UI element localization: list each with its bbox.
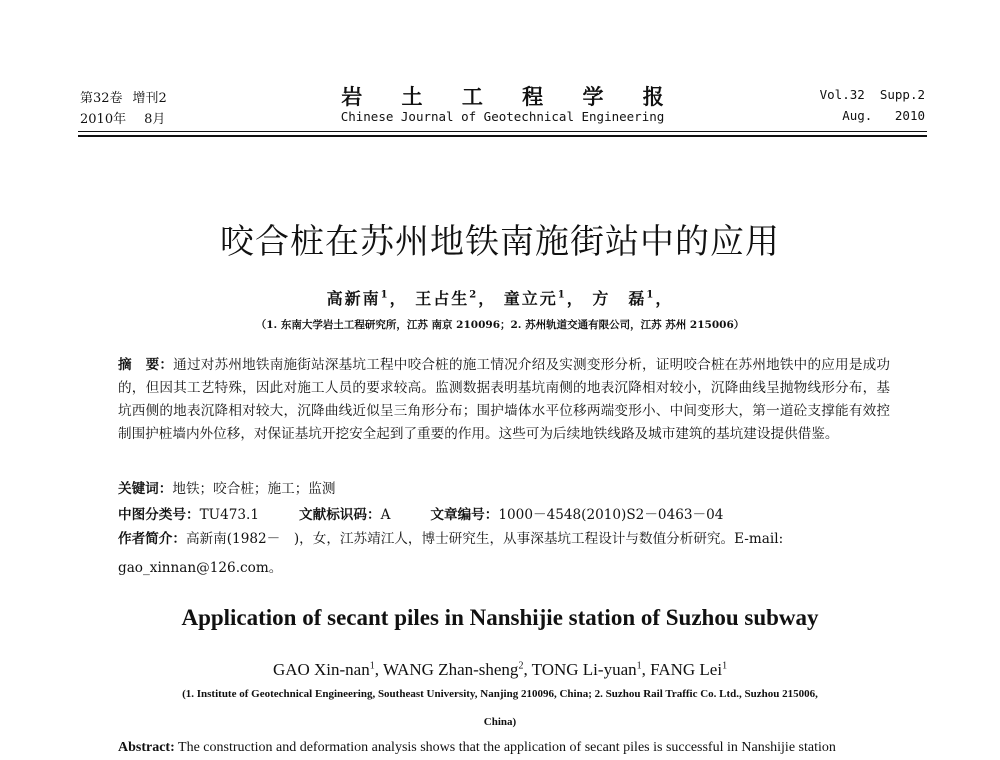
author-en: TONG Li-yuan$^1$, (531, 660, 651, 679)
journal-header-row-2 (80, 108, 925, 128)
affiliation-cn: （1. 东南大学岩土工程研究所，江苏 南京 210096；2. 苏州轨道交通有限公司，江苏 苏州 215006） (255, 319, 745, 331)
author-intro (118, 528, 890, 550)
author-list-en (0, 660, 1000, 680)
author-intro-label: 作者简介： (118, 531, 186, 547)
abstract-label-en: Abstract: (118, 740, 175, 755)
keywords-text: 地铁；咬合桩；施工；监测 (172, 481, 336, 497)
author-intro-text: 高新南(1982－ )，女，江苏靖江人，博士研究生，从事深基坑工程设计与数值分析研究。E-mail: (185, 531, 784, 547)
affiliation-en-line-1: (1. Institute of Geotechnical Engineering, Southeast University, Nanjing 210096, China; 2. Suzhou Rail Traffic Co. Ltd., Suzhou 215006, (182, 688, 818, 700)
author-cn: 方 磊$^1$， (592, 289, 674, 308)
paper-title-cn: 咬合桩在苏州地铁南施街站中的应用 (220, 222, 780, 262)
journal-name-cn: 岩 土 工 程 学 报 (341, 84, 680, 109)
abstract-text-cn: 通过对苏州地铁南施街站深基坑工程中咬合桩的施工情况介绍及实测变形分析，证明咬合桩在苏州地铁中的应用是成功的，但因其工艺特殊，因此对施工人员的要求较高。监测数据表明基坑南侧的地表沉降相对较小，沉降曲线呈抛物线形分布，基坑西侧的地表沉降相对较大，沉降曲线近似呈三角形分布；围护墙体水平位移两端变形小、中间变形大，第一道砼支撑能有效控制围护桩墙内外位移，对保证基坑开挖安全起到了重要的作用。这些可为后续地铁线路及城市建筑的基坑建设提供借鉴。 (118, 357, 891, 442)
author-cn: 高新南$^1$， (326, 289, 408, 308)
abstract-en (118, 740, 918, 756)
author-list-cn (0, 286, 1000, 309)
author-email: gao_xinnan@126.com。 (118, 560, 283, 576)
date-cn: 2010年 8月 (80, 112, 166, 127)
journal-name-en: Chinese Journal of Geotechnical Engineering (340, 109, 665, 124)
journal-header-row-1 (80, 84, 925, 109)
abstract-text-en: The construction and deformation analysis shows that the application of secant piles is successful in Nanshijie station (174, 740, 836, 755)
paper-title-en: Application of secant piles in Nanshijie station of Suzhou subway (181, 605, 819, 630)
author-cn: 童立元$^1$， (503, 289, 585, 308)
volume-issue-en: Vol.32 Supp.2 (819, 87, 925, 102)
classification-line: 中图分类号：TU473.1 文献标识码：A 文章编号：1000－4548(2010)S2－0463－04 (118, 507, 724, 523)
abstract-cn (118, 354, 890, 446)
date-en: Aug. 2010 (842, 108, 925, 123)
keywords-label: 关键词： (118, 481, 173, 497)
header-rule-thick (78, 135, 927, 137)
affiliation-en-line-2: China) (483, 716, 517, 728)
author-en: GAO Xin-nan$^1$, (272, 660, 383, 679)
author-cn: 王占生$^2$， (415, 289, 497, 308)
keywords-cn (118, 478, 890, 500)
author-en: FANG Lei$^1$ (650, 660, 728, 679)
author-en: WANG Zhan-sheng$^2$, (382, 660, 532, 679)
header-rule-thin (78, 131, 927, 132)
volume-issue-cn: 第32卷 增刊2 (80, 91, 167, 106)
abstract-label-cn: 摘 要： (118, 357, 174, 373)
